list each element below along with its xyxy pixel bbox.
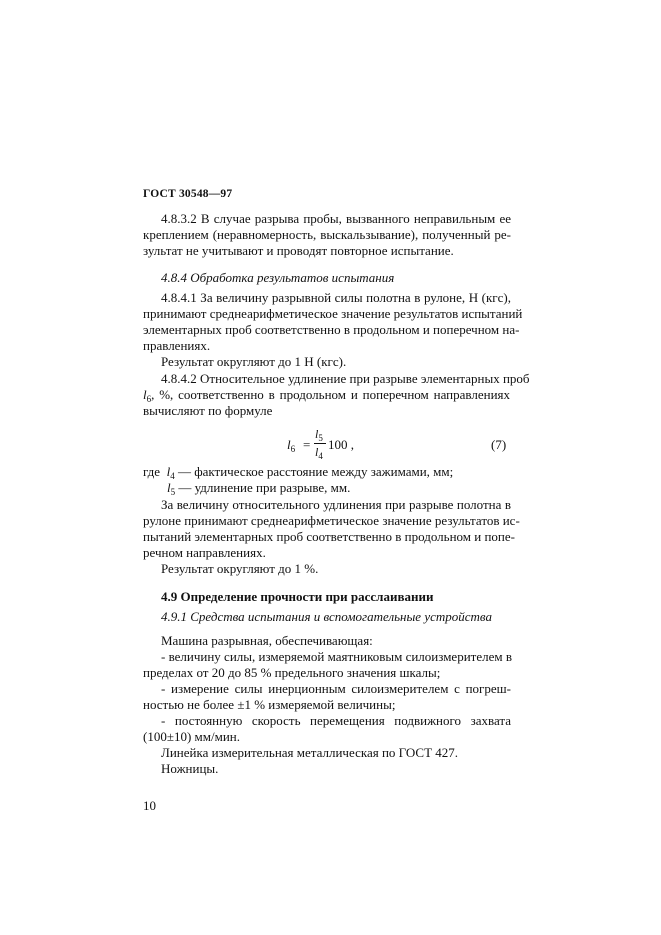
document-header: ГОСТ 30548—97 xyxy=(143,188,233,200)
section-heading: 4.9 Определение прочности при расслаивании xyxy=(161,589,434,604)
paragraph-text: , %, соответственно в продольном и поперечном направлениях xyxy=(151,387,511,402)
list-item: - постоянную скорость перемещения подвижного захвата xyxy=(161,713,511,728)
formula-factor: 100 , xyxy=(328,437,354,452)
list-item: - величину силы, измеряемой маятниковым силоизмерителем в xyxy=(161,649,512,664)
paragraph-line: Линейка измерительная металлическая по ГОСТ 427. xyxy=(161,745,459,760)
fraction-bar xyxy=(314,443,326,444)
paragraph-line: Ножницы. xyxy=(161,761,219,776)
paragraph-line: вычисляют по формуле xyxy=(143,403,273,418)
paragraph-line: принимают среднеарифметическое значение результатов испытаний xyxy=(143,306,523,321)
list-item: - измерение силы инерционным силоизмерителем с погреш- xyxy=(161,681,511,696)
subsection-heading: 4.9.1 Средства испытания и вспомогательные устройства xyxy=(161,609,492,624)
paragraph-line: За величину относительного удлинения при разрыве полотна в xyxy=(161,497,511,512)
paragraph-line: пытаний элементарных проб соответственно в продольном и попе- xyxy=(143,529,515,544)
list-item-continuation: ностью не более ±1 % измеряемой величины; xyxy=(143,697,396,712)
formula-number: (7) xyxy=(491,437,507,452)
paragraph-line: зультат не учитывают и проводят повторное испытание. xyxy=(143,243,454,258)
paragraph-line: Машина разрывная, обеспечивающая: xyxy=(161,633,373,648)
list-item-continuation: пределах от 20 до 85 % предельного значения шкалы; xyxy=(143,665,441,680)
paragraph-line: речном направлениях. xyxy=(143,545,266,560)
symbol-subscript: 6 xyxy=(146,394,152,404)
paragraph-line: 4.8.4.2 Относительное удлинение при разрыве элементарных проб xyxy=(161,371,530,386)
paragraph-line: креплением (неравномерность, выскальзывание), полученный ре- xyxy=(143,227,511,242)
formula-denominator: $l_4$ xyxy=(315,445,323,461)
where-line-2: $l_5$ — удлинение при разрыве, мм. xyxy=(167,480,351,497)
paragraph-line: рулоне принимают среднеарифметическое значение результатов ис- xyxy=(143,513,520,528)
formula-numerator: $l_5$ xyxy=(315,427,323,443)
paragraph-line: элементарных проб соответственно в продольном и поперечном на- xyxy=(143,322,520,337)
page-number: 10 xyxy=(143,798,156,813)
paragraph-line: 4.8.3.2 В случае разрыва пробы, вызванного неправильным ее xyxy=(161,211,511,226)
paragraph-line: правлениях. xyxy=(143,338,211,353)
formula-equals: = xyxy=(303,437,311,452)
paragraph-line: Результат округляют до 1 %. xyxy=(161,561,319,576)
section-heading: 4.8.4 Обработка результатов испытания xyxy=(161,270,395,285)
paragraph-line: Результат округляют до 1 Н (кгс). xyxy=(161,354,347,369)
where-line-1: где $l_4$ — фактическое расстояние между зажимами, мм; xyxy=(143,464,454,481)
list-item-continuation: (100±10) мм/мин. xyxy=(143,729,240,744)
formula-lhs: $l_6$ xyxy=(287,437,296,454)
paragraph-line: 4.8.4.1 За величину разрывной силы полотна в рулоне, Н (кгс), xyxy=(161,290,511,305)
symbol-l: l xyxy=(143,387,147,402)
